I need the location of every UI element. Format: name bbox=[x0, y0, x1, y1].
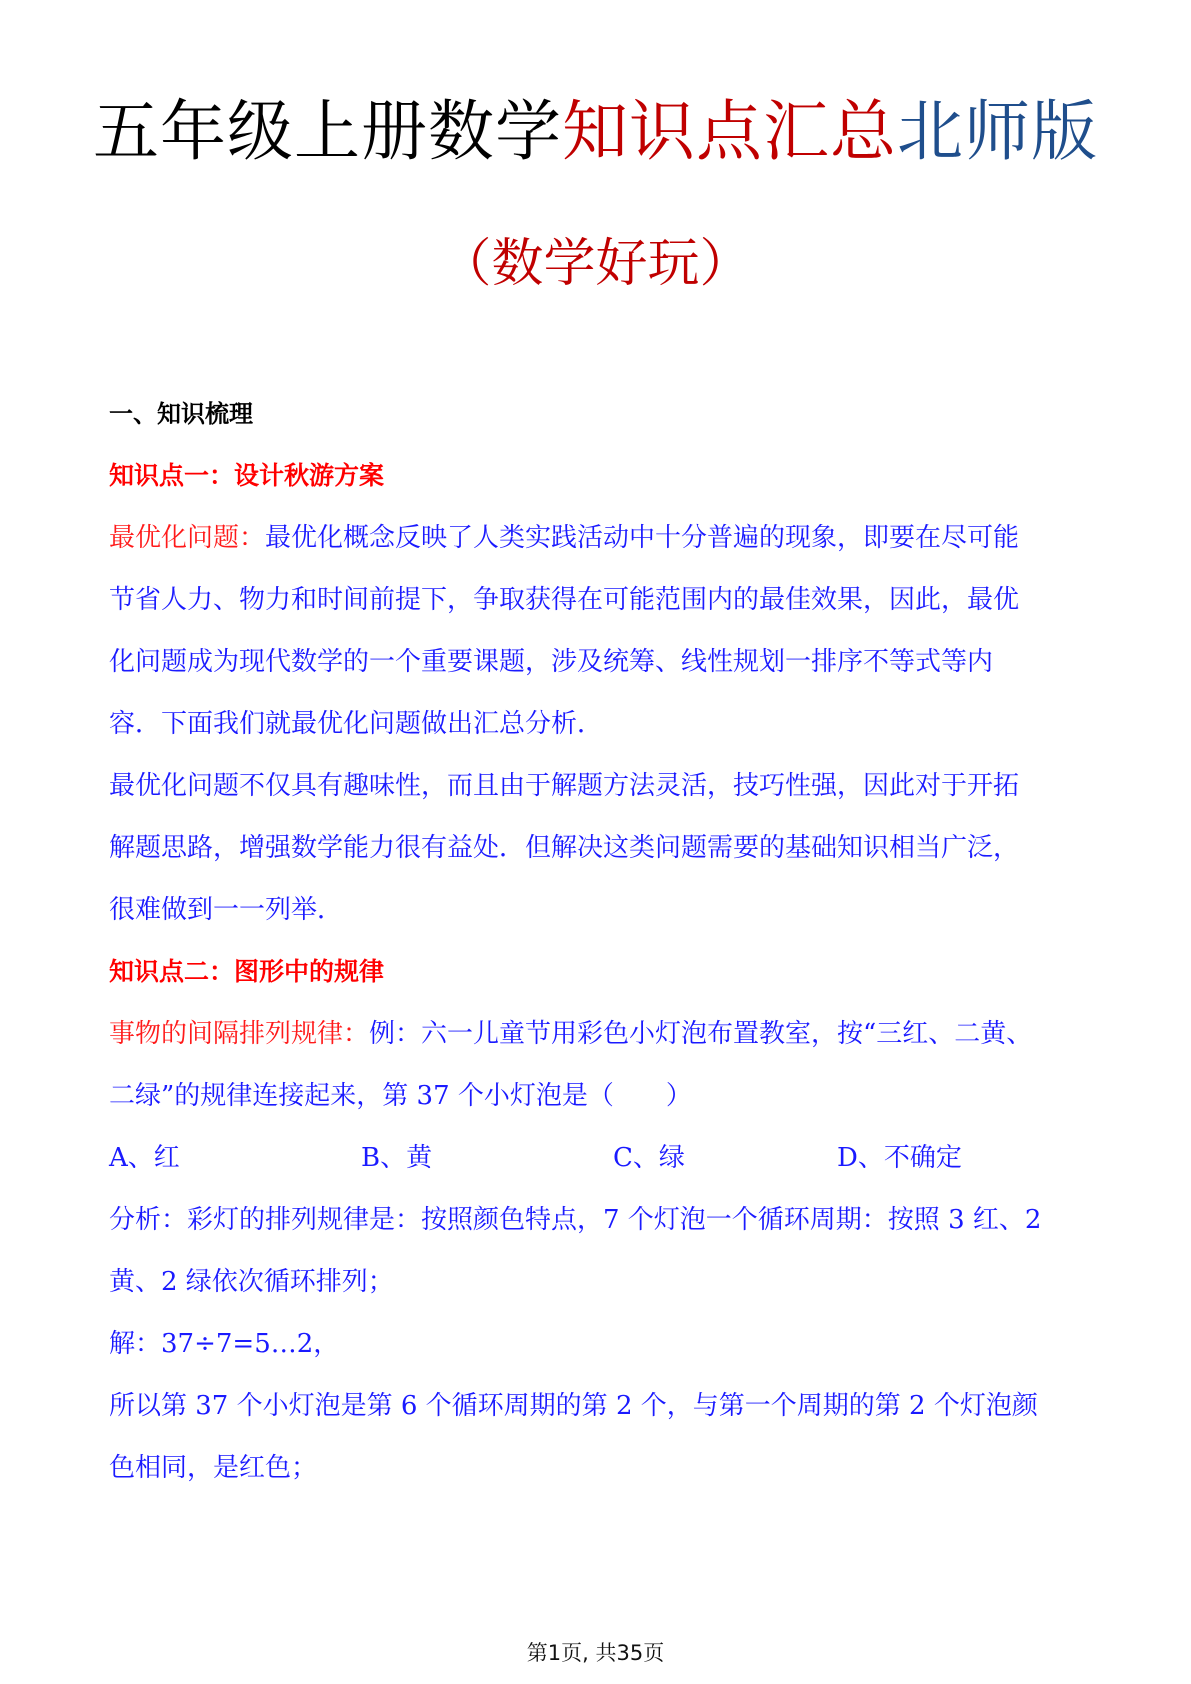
option-d: D、不确定 bbox=[837, 1143, 962, 1173]
paragraph-text: 最优化概念反映了人类实践活动中十分普遍的现象，即要在尽可能 bbox=[265, 523, 1020, 553]
term-label: 事物的间隔排列规律： bbox=[109, 1019, 370, 1049]
paragraph-line: 节省人力、物力和时间前提下，争取获得在可能范围内的最佳效果，因此，最优 bbox=[109, 585, 1020, 615]
paragraph-line: 解题思路，增强数学能力很有益处．但解决这类问题需要的基础知识相当广泛， bbox=[109, 833, 1020, 863]
document-subtitle: （数学好玩） bbox=[439, 234, 752, 294]
question-line: 二绿”的规律连接起来，第 37 个小灯泡是（ ） bbox=[109, 1081, 692, 1111]
option-c: C、绿 bbox=[613, 1143, 685, 1173]
analysis-line: 黄、2 绿依次循环排列； bbox=[109, 1267, 394, 1297]
paragraph-line bbox=[109, 1018, 1089, 1080]
paragraph-line: 很难做到一一列举． bbox=[109, 895, 344, 925]
document-title bbox=[0, 92, 1191, 172]
paragraph-line: 最优化问题不仅具有趣味性，而且由于解题方法灵活，技巧性强，因此对于开拓 bbox=[109, 771, 1020, 801]
title-part-grade: 五年级上册数学 bbox=[93, 93, 562, 170]
title-part-summary: 知识点汇总 bbox=[562, 93, 897, 170]
analysis-line: 分析：彩灯的排列规律是：按照颜色特点，7 个灯泡一个循环周期：按照 3 红、2 bbox=[109, 1205, 1042, 1235]
option-a: A、红 bbox=[109, 1143, 180, 1173]
document-body bbox=[109, 398, 1089, 1514]
title-part-edition: 北师版 bbox=[897, 93, 1098, 170]
conclusion-line: 色相同，是红色； bbox=[109, 1453, 318, 1483]
knowledge-point-1-heading: 知识点一：设计秋游方案 bbox=[109, 461, 385, 490]
paragraph-line: 化问题成为现代数学的一个重要课题，涉及统筹、线性规划一排序不等式等内 bbox=[109, 647, 994, 677]
term-label: 最优化问题： bbox=[109, 523, 266, 553]
paragraph-text: 例：六一儿童节用彩色小灯泡布置教室，按“三红、二黄、 bbox=[369, 1019, 1033, 1049]
conclusion-line: 所以第 37 个小灯泡是第 6 个循环周期的第 2 个，与第一个周期的第 2 个灯泡颜 bbox=[109, 1391, 1038, 1421]
solution-line: 解：37÷7=5…2， bbox=[109, 1329, 340, 1359]
knowledge-point-2-heading: 知识点二：图形中的规律 bbox=[109, 957, 385, 986]
paragraph-line: 容．下面我们就最优化问题做出汇总分析． bbox=[109, 709, 604, 739]
section-heading: 一、知识梳理 bbox=[109, 400, 253, 428]
paragraph-line bbox=[109, 522, 1089, 584]
answer-options bbox=[109, 1142, 1089, 1204]
option-b: B、黄 bbox=[361, 1143, 433, 1173]
page-indicator: 第1页, 共35页 bbox=[526, 1641, 665, 1665]
